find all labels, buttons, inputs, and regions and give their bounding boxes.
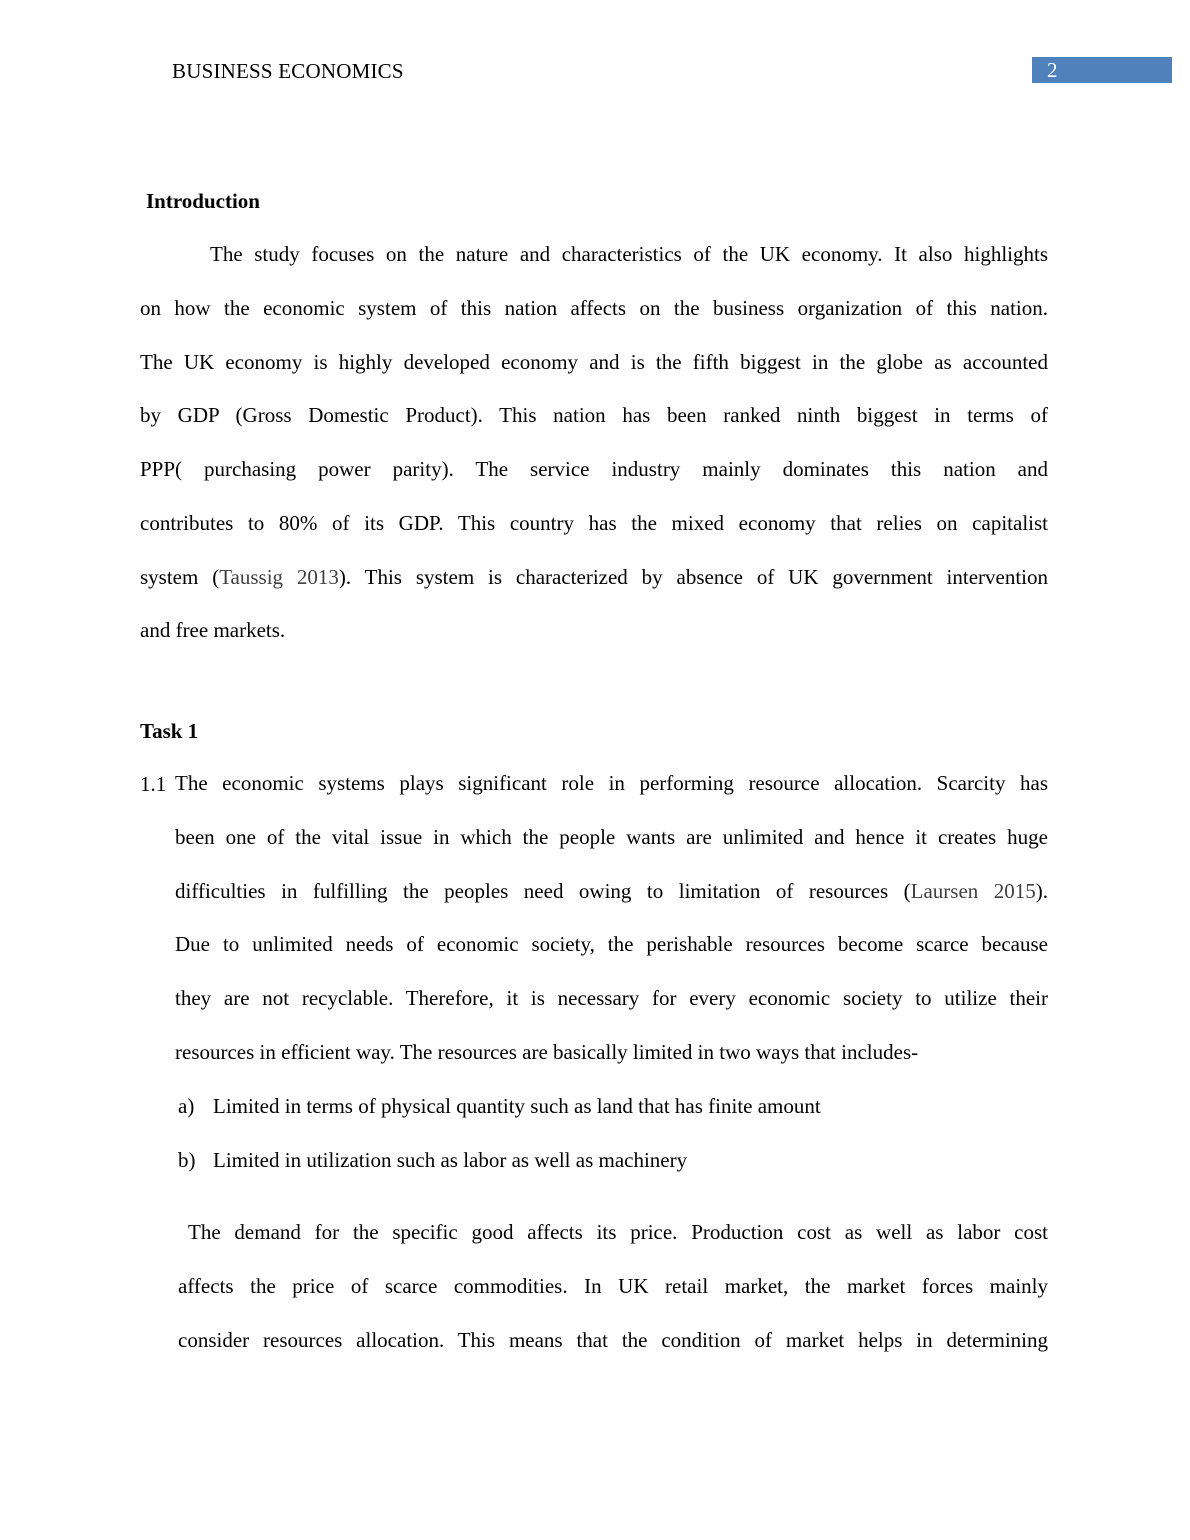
list-item [178, 1146, 978, 1174]
paragraph-line: on how the economic system of this nation affects on the business organization of this nation. [140, 295, 1048, 320]
task1-paragraph [175, 757, 1048, 1080]
paragraph-line: PPP( purchasing power parity). The service industry mainly dominates this nation and [140, 457, 1048, 481]
page-number: 2 [1047, 58, 1058, 82]
paragraph-line: Due to unlimited needs of economic society, the perishable resources become scarce because [175, 932, 1048, 957]
text-segment: ). [1035, 878, 1048, 903]
paragraph-line: they are not recyclable. Therefore, it is necessary for every economic society to utilize their [175, 986, 1048, 1010]
list-marker: a) [178, 1094, 195, 1118]
introduction-paragraph [140, 228, 1048, 658]
paragraph-line [175, 865, 1048, 919]
list-item [178, 1092, 978, 1120]
introduction-heading: Introduction [146, 189, 260, 213]
task1-paragraph-2 [178, 1206, 1048, 1367]
paragraph-line: The UK economy is highly developed economy and is the fifth biggest in the globe as accounted [140, 349, 1048, 374]
paragraph-line: The study focuses on the nature and characteristics of the UK economy. It also highlights [210, 242, 1048, 266]
paragraph-line: and free markets. [140, 618, 286, 643]
paragraph-line: by GDP (Gross Domestic Product). This nation has been ranked ninth biggest in terms of [140, 403, 1048, 428]
paragraph-line: affects the price of scarce commodities. In UK retail market, the market forces mainly [178, 1273, 1048, 1298]
page-number-badge [1032, 57, 1172, 83]
paragraph-line: The demand for the specific good affects its price. Production cost as well as labor cost [188, 1220, 1048, 1244]
text-segment: ). This system is characterized by absence of UK government intervention [338, 564, 1048, 589]
citation: Taussig 2013 [219, 564, 339, 589]
list-item-text: Limited in terms of physical quantity such as land that has finite amount [213, 1094, 821, 1118]
citation: Laursen 2015 [910, 878, 1036, 903]
text-segment: system ( [140, 564, 220, 589]
paragraph-line: contributes to 80% of its GDP. This country has the mixed economy that relies on capitalist [140, 510, 1048, 535]
item-number: 1.1 [140, 772, 167, 796]
paragraph-line: The economic systems plays significant role in performing resource allocation. Scarcity has [175, 771, 1048, 795]
paragraph-line: been one of the vital issue in which the people wants are unlimited and hence it creates huge [175, 824, 1048, 849]
task1-heading: Task 1 [140, 719, 199, 743]
running-header-title: BUSINESS ECONOMICS [172, 59, 404, 83]
text-segment: difficulties in fulfilling the peoples need owing to limitation of resources ( [175, 878, 911, 903]
list-item-text: Limited in utilization such as labor as well as machinery [213, 1148, 688, 1172]
paragraph-line: resources in efficient way. The resources are basically limited in two ways that includes- [175, 1039, 919, 1064]
list-marker: b) [178, 1148, 196, 1172]
paragraph-line: consider resources allocation. This means that the condition of market helps in determining [178, 1327, 1048, 1352]
paragraph-line [140, 551, 1048, 605]
